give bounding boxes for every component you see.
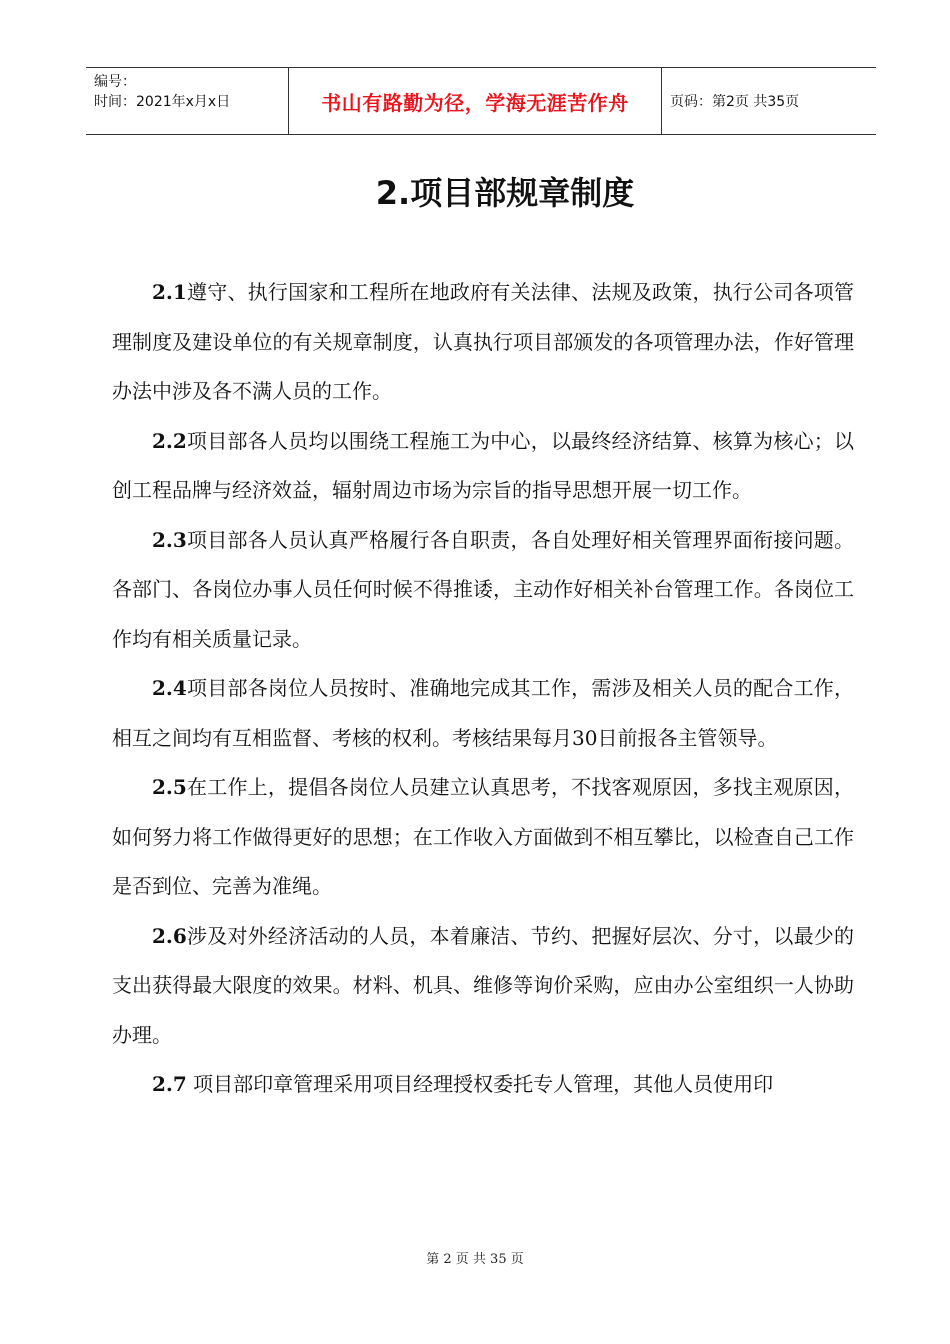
page-footer: 第 2 页 共 35 页 xyxy=(426,1252,524,1267)
paragraph-text: 项目部各岗位人员按时、准确地完成其工作，需涉及相关人员的配合工作，相互之间均有互相监督、考核的权利。考核结果每月30日前报各主管领导。 xyxy=(112,676,854,750)
time-label: 时间：2021年x月x日 xyxy=(94,94,231,110)
paragraph-number: 2.2 xyxy=(152,428,187,453)
paragraph-2-3 xyxy=(112,516,854,665)
header-meta-cell xyxy=(86,68,289,134)
paragraph-text: 遵守、执行国家和工程所在地政府有关法律、法规及政策，执行公司各项管理制度及建设单位的有关规章制度，认真执行项目部颁发的各项管理办法，作好管理办法中涉及各不满人员的工作。 xyxy=(112,280,854,403)
paragraph-number: 2.6 xyxy=(152,923,187,948)
paragraph-2-5 xyxy=(112,763,854,912)
paragraph-text: 涉及对外经济活动的人员，本着廉洁、节约、把握好层次、分寸，以最少的支出获得最大限度的效果。材料、机具、维修等询价采购，应由办公室组织一人协助办理。 xyxy=(112,923,854,1047)
paragraph-text: 项目部各人员均以围绕工程施工为中心，以最终经济结算、核算为核心；以创工程品牌与经济效益，辐射周边市场为宗旨的指导思想开展一切工作。 xyxy=(112,428,854,502)
paragraph-text: 在工作上，提倡各岗位人员建立认真思考，不找客观原因，多找主观原因，如何努力将工作做得更好的思想；在工作收入方面做到不相互攀比，以检查自己工作是否到位、完善为准绳。 xyxy=(112,775,854,898)
paragraph-text: 项目部印章管理采用项目经理授权委托专人管理，其他人员使用印 xyxy=(186,1072,774,1096)
paragraph-number: 2.1 xyxy=(152,280,187,304)
header-page-info: 页码：第2页 共35页 xyxy=(670,94,800,110)
paragraph-number: 2.4 xyxy=(152,676,187,700)
header-motto: 书山有路勤为径，学海无涯苦作舟 xyxy=(289,68,662,134)
paragraph-number: 2.7 xyxy=(152,1072,187,1096)
paragraph-2-1 xyxy=(112,268,854,417)
paragraph-2-2 xyxy=(112,417,854,516)
serial-label: 编号： xyxy=(94,74,136,90)
paragraph-text: 项目部各人员认真严格履行各自职责，各自处理好相关管理界面衔接问题。各部门、各岗位办事人员任何时候不得推诿，主动作好相关补台管理工作。各岗位工作均有相关质量记录。 xyxy=(112,527,854,651)
paragraph-2-7 xyxy=(112,1060,854,1110)
paragraph-2-6 xyxy=(112,912,854,1061)
header-table xyxy=(86,67,876,135)
document-body xyxy=(112,268,854,1110)
paragraph-2-4 xyxy=(112,664,854,763)
document-title: 2.项目部规章制度 xyxy=(375,174,635,212)
paragraph-number: 2.5 xyxy=(152,775,187,799)
paragraph-number: 2.3 xyxy=(152,527,187,552)
